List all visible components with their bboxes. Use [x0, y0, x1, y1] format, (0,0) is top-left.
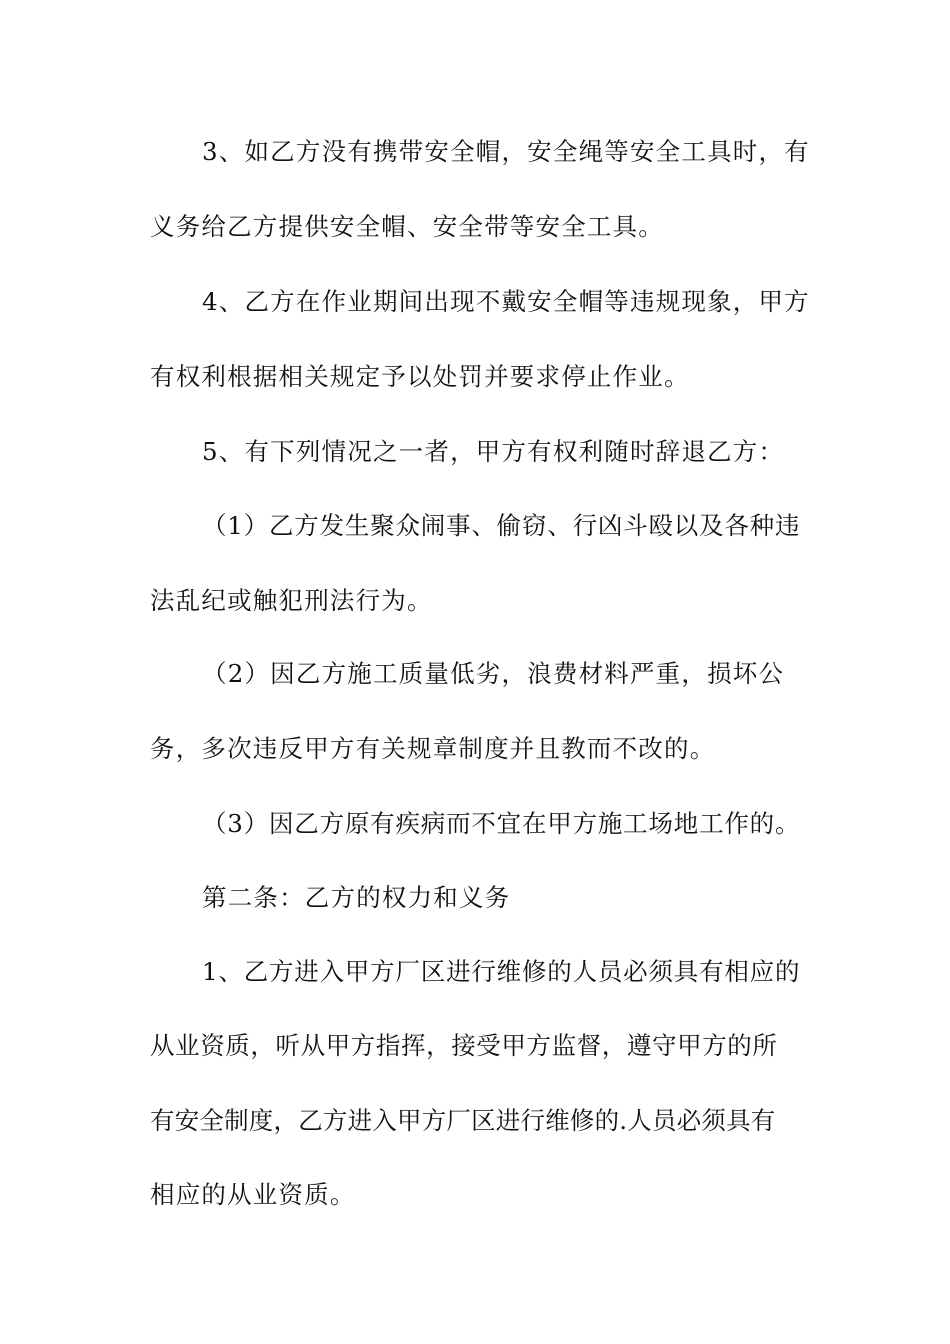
item-1-line-1: （1）乙方发生聚众闹事、偷窃、行凶斗殴以及各种违	[202, 511, 801, 540]
paragraph-4-line-2: 有权利根据相关规定予以处罚并要求停止作业。	[150, 362, 690, 391]
item-3-line-1: （3）因乙方原有疾病而不宜在甲方施工场地工作的。	[202, 809, 801, 838]
article-2-item-1-line-2: 从业资质，听从甲方指挥，接受甲方监督，遵守甲方的所	[150, 1031, 778, 1060]
section-heading-article-2: 第二条：乙方的权力和义务	[202, 883, 511, 912]
article-2-item-1-line-4: 相应的从业资质。	[150, 1180, 356, 1209]
item-1-line-2: 法乱纪或触犯刑法行为。	[150, 586, 433, 615]
paragraph-5-line-1: 5、有下列情况之一者，甲方有权利随时辞退乙方：	[202, 437, 785, 466]
item-2-line-1: （2）因乙方施工质量低劣，浪费材料严重，损坏公	[202, 659, 785, 688]
article-2-item-1-line-1: 1、乙方进入甲方厂区进行维修的人员必须具有相应的	[202, 957, 801, 986]
article-2-item-1-line-3: 有安全制度，乙方进入甲方厂区进行维修的.人员必须具有	[150, 1106, 776, 1135]
paragraph-4-line-1: 4、乙方在作业期间出现不戴安全帽等违规现象，甲方	[202, 287, 810, 316]
paragraph-3-line-2: 义务给乙方提供安全帽、安全带等安全工具。	[150, 212, 664, 241]
item-2-line-2: 务，多次违反甲方有关规章制度并且教而不改的。	[150, 734, 716, 763]
paragraph-3-line-1: 3、如乙方没有携带安全帽，安全绳等安全工具时，有	[202, 137, 810, 166]
